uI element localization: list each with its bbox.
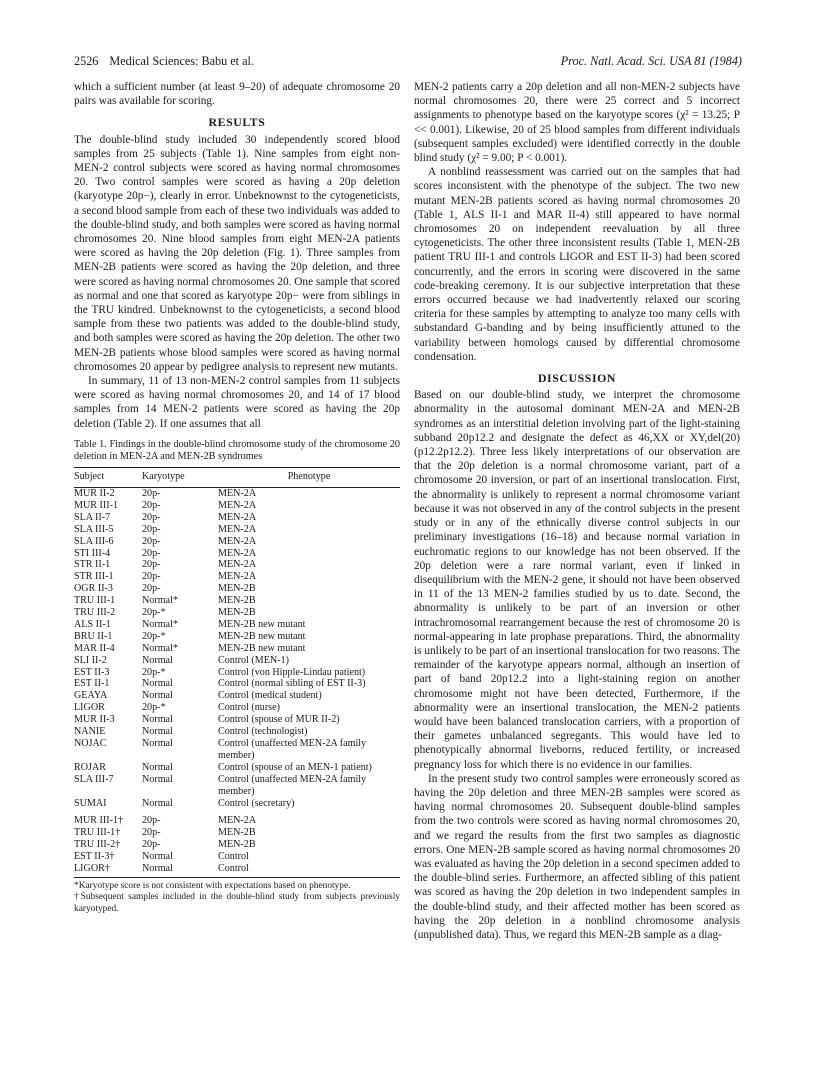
discussion-paragraph-1: Based on our double-blind study, we interpret the chromosome abnormality in the autosomal dominant MEN-2A and MEN-2B syndromes as an interstitial deletion involving part of the light-staining subband 20p12.2 and designate the defect as 46,XX or XY,del(20)(p12.2p12.2). Three less likely interpretations of our observation are that the 20p deletion is a normal chromosome variant, part of a chromosome 20 inversion, or part of an insertional translocation. First, the abnormality is unlikely to represent a normal chromosome variant because it was not observed in any of the control subjects in the present study or in any of the ethnically diverse control subjects in our preliminary investigations (16–18) and because normal variation in euchromatic regions to our knowledge has not been observed. If the 20p deletion were a rare normal variant, even if linked in disequilibrium with the MEN-2 gene, it should not have been observed in 11 of the 13 MEN-2 families studied by us to date. Second, the abnormality is unlikely to be part of an inversion or other intrachromosomal rearrangement because the rest of chromosome 20 is normal-appearing in late prophase preparations. Third, the abnormality is unlikely to be part of an insertional translocation for two reasons. The remainder of the karyotype appears normal, although an insertion of part of band 20p12.2 into a light-staining region on another chromosome might not have been detected, Furthermore, if the abnormality were an insertional translocation, the MEN-2 patients would have been balanced translocation carriers, with a proportion of their gametes unbalanced segregants. This would have led to phenotypically abnormal liveborns, reduced fertility, or increased pregnancy loss for which there is no evidence in our families. — [414, 389, 740, 771]
cell-subject: STR II-1 — [74, 559, 111, 571]
cell-karyotype: 20p- — [142, 523, 161, 535]
table-row — [74, 655, 400, 667]
results-paragraph-1: The double-blind study included 30 independently scored blood samples from 25 subjects (Table 1). Nine samples from eight non-MEN-2 control subjects were scored as having normal chromosomes 20. Two control samples were scored as having a 20p deletion (karyotype 20p−), clearly in error. Unbeknownst to the cytogeneticists, a second blood sample from each of these two individuals was added to the double-blind study, and both samples were scored as having normal chromosomes 20. Nine blood samples from eight MEN-2A patients were scored as having the 20p deletion (Fig. 1). Three samples from MEN-2B patients were scored as having the 20p deletion, and three were scored as having normal chromosomes 20. One sample that scored as normal and one that scored as karyotype 20p− were from siblings in the TRU kindred. Unbeknownst to the cytogeneticists, a second blood sample from these two patients was added to the double-blind study, and both samples were scored as having the 20p deletion. The other two MEN-2B patients whose blood samples were scored as having normal chromosomes 20 appear by pedigree analysis to represent new mutants. — [74, 133, 400, 373]
header-left — [74, 54, 254, 69]
discussion-paragraph-2: In the present study two control samples were erroneously scored as having the 20p deletion and three MEN-2B samples were scored as having normal chromosomes 20. Subsequent double-blind samples from the two controls were scored as having normal chromosomes 20, and we regard the results from the first two samples as diagnostic errors. One MEN-2B sample scored as having normal chromosomes 20 was evaluated as having the 20p deletion in a second specimen added to the double-blind series. Furthermore, an affected sibling of this patient was scored as having the 20p deletion in two independent samples in the double-blind study, and their affected mother has been scored as having the 20p deletion in a nonblind chromosome analysis (unpublished data). Thus, we regard this MEN-2B sample as a diag- — [414, 772, 740, 941]
table-row — [74, 851, 400, 863]
table-row — [74, 774, 400, 798]
results-paragraph-2: In summary, 11 of 13 non-MEN-2 control samples from 11 subjects were scored as having normal chromosomes 20, and 14 of 17 blood samples from 14 MEN-2 patients were scored as having the 20p deletion (Table 2). If one assumes that all — [74, 375, 400, 430]
table-row — [74, 667, 400, 679]
cell-karyotype: 20p- — [142, 583, 161, 595]
cell-phenotype: Control (MEN-1) — [218, 654, 289, 666]
cell-subject: EST II-3 — [74, 666, 110, 678]
cell-karyotype: 20p-* — [142, 630, 166, 642]
cell-karyotype: 20p- — [142, 547, 161, 559]
cell-karyotype: Normal — [142, 690, 173, 702]
cell-phenotype: Control (spouse of MUR II-2) — [218, 714, 340, 726]
cell-phenotype: MEN-2A — [218, 487, 257, 499]
cell-subject: MAR II-4 — [74, 642, 115, 654]
cell-karyotype: Normal — [142, 738, 173, 749]
cell-karyotype: 20p-* — [142, 702, 166, 714]
cell-phenotype: Control — [218, 851, 249, 863]
cell-subject: MUR II-3 — [74, 714, 115, 726]
footnote-star: *Karyotype score is not consistent with expectations based on phenotype. — [74, 880, 351, 891]
cell-phenotype: Control (unaffected MEN-2A family member) — [218, 738, 367, 761]
nonblind-paragraph: A nonblind reassessment was carried out on the samples that had scores inconsistent with the phenotype of the subject. The two new mutant MEN-2B patients scored as having normal chromosomes 20 (Table 1, ALS II-1 and MAR II-4) still appeared to have normal chromosomes 20 on independent reevaluation by all three cytogeneticists. The other three inconsistent results (Table 1, MEN-2B patient TRU III-1 and controls LIGOR and EST II-3) had been scored concurrently, and the errors in scoring were discovered in the same code-breaking ceremony. It is our subjective interpretation that these errors occurred because we had inadvertently relaxed our scoring criteria for these samples by attempting to analyze too many cells with substandard G-banding and by being insufficiently attuned to the variability between homologs caused by differential chromosome condensation. — [414, 166, 740, 363]
running-header — [74, 54, 742, 72]
cell-phenotype: Control (secretary) — [218, 797, 295, 809]
cell-phenotype: MEN-2A — [218, 571, 257, 583]
cell-karyotype: Normal — [142, 726, 173, 738]
section-author: Medical Sciences: Babu et al. — [109, 54, 254, 68]
table-row — [74, 548, 400, 560]
cell-karyotype: 20p- — [142, 559, 161, 571]
table-row — [74, 798, 400, 810]
table-row — [74, 738, 400, 762]
table-header-row — [74, 468, 400, 488]
cell-phenotype: MEN-2B — [218, 595, 256, 607]
cell-karyotype: 20p- — [142, 827, 161, 839]
table-row — [74, 714, 400, 726]
cell-karyotype: 20p- — [142, 499, 161, 511]
table-row — [74, 559, 400, 571]
cell-subject: SUMAI — [74, 797, 107, 809]
cell-phenotype: MEN-2B new mutant — [218, 630, 306, 642]
cell-subject: TRU III-2 — [74, 607, 116, 619]
cell-subject: LIGOR† — [74, 863, 142, 877]
cell-karyotype: 20p-* — [142, 607, 166, 619]
methods-continuation: which a sufficient number (at least 9–20) of adequate chromosome 20 pairs was available for scoring. — [74, 81, 400, 108]
right-column — [414, 80, 740, 942]
table-row — [74, 690, 400, 702]
cell-subject: SLI II-2 — [74, 654, 107, 666]
cell-phenotype: Control — [218, 863, 400, 877]
cell-karyotype: Normal* — [142, 595, 178, 607]
table-row — [74, 536, 400, 548]
cell-phenotype: MEN-2B new mutant — [218, 642, 306, 654]
table-row — [74, 863, 400, 877]
results-continuation: MEN-2 patients carry a 20p deletion and all non-MEN-2 subjects have normal chromosomes 20, there were 25 correct and 5 incorrect assignments to phenotype based on the karyotype scores (χ² = 13.25; P << 0.001). Likewise, 20 of 25 blood samples from different individuals (subsequent samples excluded) were identified correctly in the double blind study (χ² = 9.00; P < 0.001). — [414, 81, 740, 165]
cell-karyotype: Normal — [142, 761, 173, 773]
table-body — [74, 487, 400, 877]
cell-subject: MUR III-1† — [74, 815, 124, 827]
table-footnotes — [74, 881, 400, 915]
cell-subject: SLA III-5 — [74, 523, 114, 535]
cell-karyotype: Normal — [142, 851, 173, 863]
cell-subject: GEAYA — [74, 690, 108, 702]
cell-karyotype: 20p- — [142, 839, 161, 851]
cell-subject: STR III-1 — [74, 571, 114, 583]
header-karyotype: Karyotype — [142, 468, 218, 488]
table-row — [74, 487, 400, 499]
cell-subject: TRU III-1 — [74, 595, 116, 607]
table-row — [74, 595, 400, 607]
table-row — [74, 726, 400, 738]
cell-phenotype: MEN-2A — [218, 511, 257, 523]
cell-subject: SLA III-6 — [74, 535, 114, 547]
table-row — [74, 512, 400, 524]
header-phenotype: Phenotype — [218, 468, 400, 488]
header-subject: Subject — [74, 468, 142, 488]
cell-subject: TRU III-1† — [74, 827, 121, 839]
table-row — [74, 500, 400, 512]
cell-subject: MUR II-2 — [74, 487, 115, 499]
cell-phenotype: Control (spouse of an MEN-1 patient) — [218, 761, 372, 773]
cell-karyotype: Normal — [142, 773, 173, 785]
table-row — [74, 571, 400, 583]
page-number: 2526 — [74, 54, 99, 68]
cell-karyotype: Normal — [142, 714, 173, 726]
cell-phenotype: MEN-2A — [218, 559, 257, 571]
cell-karyotype: Normal — [142, 797, 173, 809]
cell-subject: NANIE — [74, 726, 106, 738]
table-row — [74, 607, 400, 619]
cell-subject: NOJAC — [74, 738, 107, 749]
cell-subject: SLA II-7 — [74, 511, 111, 523]
cell-subject: SLA III-7 — [74, 773, 114, 785]
cell-phenotype: Control (unaffected MEN-2A family member) — [218, 773, 367, 797]
table-row — [74, 702, 400, 714]
cell-phenotype: Control (technologist) — [218, 726, 308, 738]
cell-karyotype: Normal* — [142, 618, 178, 630]
cell-subject: ALS II-1 — [74, 618, 111, 630]
table-row — [74, 619, 400, 631]
table-row — [74, 762, 400, 774]
cell-subject: MUR III-1 — [74, 499, 119, 511]
footnote-dagger: †Subsequent samples included in the double-blind study from subjects previously karyotyped. — [74, 892, 400, 914]
cell-subject: OGR II-3 — [74, 583, 113, 595]
cell-karyotype: 20p- — [142, 511, 161, 523]
table-row — [74, 631, 400, 643]
results-heading: RESULTS — [208, 115, 266, 130]
cell-subject: STI III-4 — [74, 547, 111, 559]
cell-phenotype: MEN-2B new mutant — [218, 618, 306, 630]
cell-phenotype: MEN-2A — [218, 523, 257, 535]
journal-citation: Proc. Natl. Acad. Sci. USA 81 (1984) — [560, 54, 742, 68]
table-row — [74, 827, 400, 839]
table-row — [74, 839, 400, 851]
cell-karyotype: 20p- — [142, 571, 161, 583]
cell-phenotype: Control (normal sibling of EST II-3) — [218, 678, 366, 690]
cell-phenotype: MEN-2B — [218, 827, 256, 839]
table-row — [74, 809, 400, 827]
cell-karyotype: Normal — [142, 654, 173, 666]
table-row — [74, 524, 400, 536]
cell-phenotype: MEN-2B — [218, 839, 256, 851]
cell-phenotype: MEN-2A — [218, 535, 257, 547]
left-column — [74, 80, 400, 915]
cell-karyotype: Normal — [142, 678, 173, 690]
cell-phenotype: MEN-2A — [218, 499, 257, 511]
cell-karyotype: 20p-* — [142, 666, 166, 678]
cell-subject: LIGOR — [74, 702, 105, 714]
table-caption: Table 1. Findings in the double-blind chromosome study of the chromosome 20 deletion in MEN-2A and MEN-2B syndromes — [74, 438, 400, 463]
cell-phenotype: Control (von Hipple-Lindau patient) — [218, 666, 366, 678]
cell-karyotype: Normal* — [142, 642, 178, 654]
cell-phenotype: MEN-2B — [218, 583, 256, 595]
cell-phenotype: Control (medical student) — [218, 690, 322, 702]
cell-karyotype: 20p- — [142, 535, 161, 547]
cell-phenotype: MEN-2A — [218, 815, 257, 827]
cell-karyotype: 20p- — [142, 487, 161, 499]
table-1 — [74, 467, 400, 878]
cell-phenotype: Control (nurse) — [218, 702, 280, 714]
cell-subject: ROJAR — [74, 761, 106, 773]
cell-karyotype: 20p- — [142, 815, 161, 827]
cell-phenotype: MEN-2A — [218, 547, 257, 559]
cell-subject: EST II-3† — [74, 851, 115, 863]
table-row — [74, 583, 400, 595]
cell-subject: TRU III-2† — [74, 839, 121, 851]
cell-phenotype: MEN-2B — [218, 607, 256, 619]
table-row — [74, 678, 400, 690]
cell-karyotype: Normal — [142, 863, 218, 877]
cell-subject: BRU II-1 — [74, 630, 113, 642]
table-row — [74, 643, 400, 655]
cell-subject: EST II-1 — [74, 678, 110, 690]
discussion-heading: DISCUSSION — [537, 371, 617, 386]
